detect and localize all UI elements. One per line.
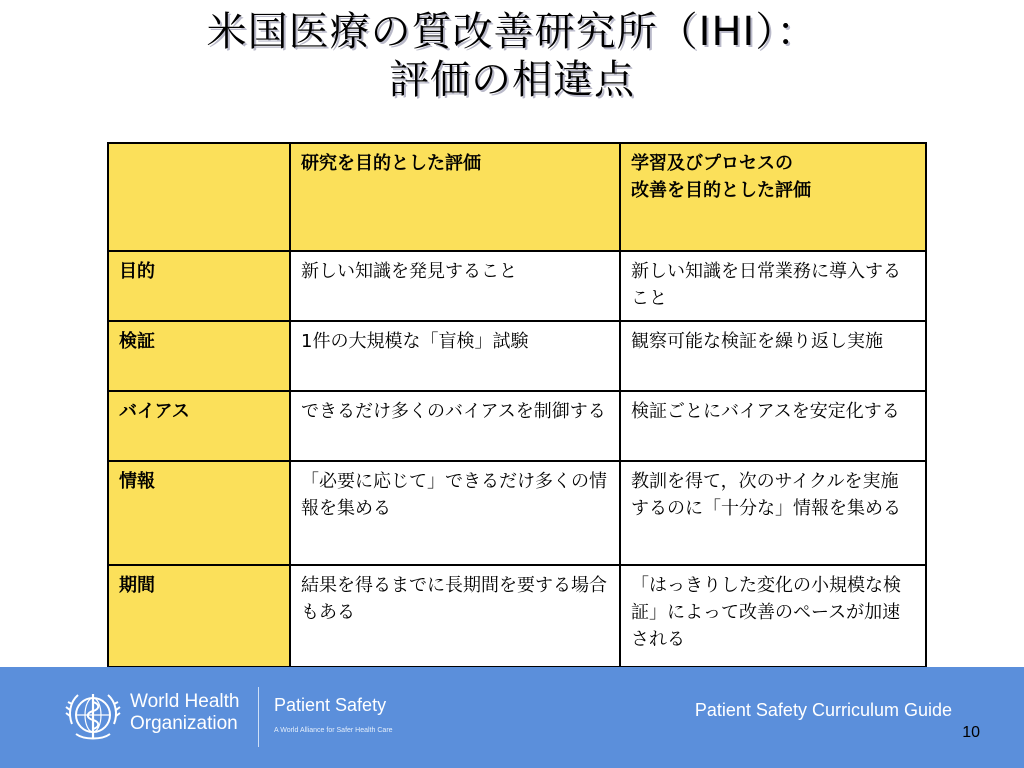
header-cell-improvement: 学習及びプロセスの 改善を目的とした評価 <box>620 143 926 251</box>
row-label: 情報 <box>108 461 290 565</box>
research-cell: できるだけ多くのバイアスを制御する <box>290 391 620 461</box>
research-cell: 「必要に応じて」できるだけ多くの情報を集める <box>290 461 620 565</box>
header-cell-empty <box>108 143 290 251</box>
row-label: 期間 <box>108 565 290 667</box>
research-cell: 結果を得るまでに長期間を要する場合もある <box>290 565 620 667</box>
table-row <box>108 461 926 565</box>
who-emblem-icon <box>62 686 124 748</box>
header-cell-research: 研究を目的とした評価 <box>290 143 620 251</box>
research-cell: 1件の大規模な「盲検」試験 <box>290 321 620 391</box>
table-row <box>108 251 926 321</box>
table-row <box>108 565 926 667</box>
comparison-table <box>107 142 927 668</box>
who-wordmark <box>130 691 239 735</box>
improvement-cell: 観察可能な検証を繰り返し実施 <box>620 321 926 391</box>
curriculum-guide-label: Patient Safety Curriculum Guide <box>694 700 952 720</box>
footer-bar <box>0 667 1024 768</box>
table-header-row <box>108 143 926 251</box>
who-line-2: Organization <box>130 713 238 734</box>
footer-divider <box>258 687 259 747</box>
row-label: 目的 <box>108 251 290 321</box>
table-row <box>108 321 926 391</box>
improvement-cell: 教訓を得て，次のサイクルを実施するのに「十分な」情報を集める <box>620 461 926 565</box>
slide-title <box>0 8 1024 104</box>
row-label: バイアス <box>108 391 290 461</box>
research-cell: 新しい知識を発見すること <box>290 251 620 321</box>
program-subtitle: A World Alliance for Safer Health Care <box>274 727 393 734</box>
table-row <box>108 391 926 461</box>
improvement-cell: 「はっきりした変化の小規模な検証」によって改善のペースが加速される <box>620 565 926 667</box>
improvement-cell: 検証ごとにバイアスを安定化する <box>620 391 926 461</box>
page-number: 10 <box>962 724 980 741</box>
title-line-2: 評価の相違点 <box>389 57 635 103</box>
program-title: Patient Safety <box>274 695 387 715</box>
row-label: 検証 <box>108 321 290 391</box>
improvement-cell: 新しい知識を日常業務に導入すること <box>620 251 926 321</box>
title-line-1: 米国医療の質改善研究所（IHI）： <box>206 9 818 55</box>
who-line-1: World Health <box>130 691 240 712</box>
